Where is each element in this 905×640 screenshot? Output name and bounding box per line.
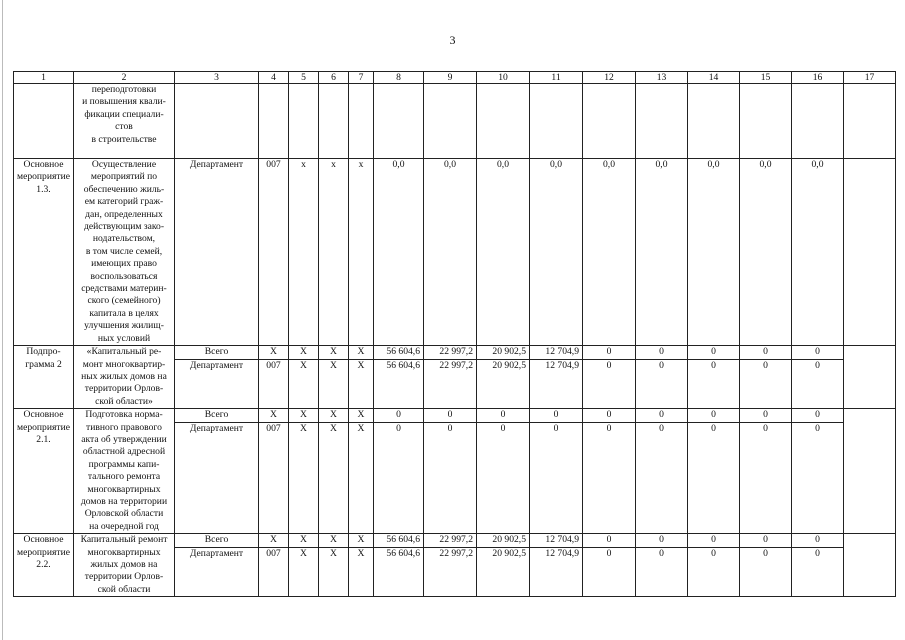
table-cell: X	[349, 346, 374, 360]
table-cell: X	[319, 359, 349, 408]
table-cell: 007	[259, 359, 289, 408]
table-cell: 0	[530, 409, 583, 422]
table-cell: 0	[636, 346, 688, 360]
table-cell: 20 902,5	[477, 547, 530, 596]
table-cell	[844, 84, 896, 159]
header-cell: 10	[477, 72, 530, 84]
table-cell: Департамент	[175, 359, 259, 408]
table-cell: Подготовка норма- тивного правового акта об утверждении областной адресной программы капи- тального ремонта многоквартирных домов на территории Орловской области на очередной год	[74, 409, 175, 534]
header-cell: 6	[319, 72, 349, 84]
table-cell: X	[259, 346, 289, 360]
table-cell: X	[319, 422, 349, 534]
table-cell: X	[319, 409, 349, 422]
header-cell: 1	[14, 72, 74, 84]
table-cell: 0	[424, 422, 477, 534]
table-cell	[477, 84, 530, 159]
table-cell: 007	[259, 422, 289, 534]
table-cell	[175, 84, 259, 159]
header-cell: 16	[792, 72, 844, 84]
table-cell: 0	[583, 422, 636, 534]
table-cell	[289, 84, 319, 159]
table-cell: 0	[688, 346, 740, 360]
table-cell: X	[289, 534, 319, 548]
table-cell: 0,0	[374, 159, 424, 346]
table-cell: 22 997,2	[424, 534, 477, 548]
table-cell: 0,0	[530, 159, 583, 346]
table-cell: 0	[636, 422, 688, 534]
table-cell: 0,0	[740, 159, 792, 346]
table-cell: Капитальный ремонт многоквартирных жилых домов на территории Орлов- ской области	[74, 534, 175, 597]
header-row	[14, 72, 896, 84]
table-cell: Департамент	[175, 159, 259, 346]
table-cell: 0,0	[477, 159, 530, 346]
table-cell: X	[289, 409, 319, 422]
table-cell: 0	[740, 422, 792, 534]
table-cell	[374, 84, 424, 159]
table-cell: Департамент	[175, 547, 259, 596]
table-cell: 0	[688, 547, 740, 596]
table-cell: 0,0	[636, 159, 688, 346]
table-cell: 0	[740, 359, 792, 408]
table-cell: 0	[583, 547, 636, 596]
table-cell: x	[349, 159, 374, 346]
table-cell: 20 902,5	[477, 359, 530, 408]
table-cell: X	[349, 547, 374, 596]
header-cell: 7	[349, 72, 374, 84]
table-cell: «Капитальный ре- монт многоквартир- ных жилых домов на территории Орлов- ской области»	[74, 346, 175, 409]
header-cell: 11	[530, 72, 583, 84]
table-cell: 22 997,2	[424, 359, 477, 408]
table-cell: 007	[259, 159, 289, 346]
table-cell	[349, 84, 374, 159]
header-cell: 2	[74, 72, 175, 84]
table-cell	[319, 84, 349, 159]
table-cell: x	[289, 159, 319, 346]
table-cell: x	[319, 159, 349, 346]
table-cell: 0	[792, 422, 844, 534]
table-cell: 0	[477, 422, 530, 534]
header-cell: 3	[175, 72, 259, 84]
table-cell: 0	[530, 422, 583, 534]
table-cell	[636, 84, 688, 159]
table-cell: 0	[688, 422, 740, 534]
header-cell: 13	[636, 72, 688, 84]
table-cell: 20 902,5	[477, 534, 530, 548]
table-cell: X	[349, 534, 374, 548]
table-cell: 20 902,5	[477, 346, 530, 360]
table-cell: 0,0	[792, 159, 844, 346]
table-cell	[424, 84, 477, 159]
table-cell: 0	[740, 534, 792, 548]
table-cell: 56 604,6	[374, 346, 424, 360]
table-cell: X	[319, 346, 349, 360]
table-cell: 0	[636, 409, 688, 422]
table-cell	[740, 84, 792, 159]
table-cell: 0	[374, 409, 424, 422]
table-row	[14, 346, 896, 360]
header-cell: 12	[583, 72, 636, 84]
table-cell: Всего	[175, 409, 259, 422]
table-cell: 0	[636, 547, 688, 596]
table-cell: 0	[688, 359, 740, 408]
header-cell: 14	[688, 72, 740, 84]
table-cell: Осуществление мероприятий по обеспечению жиль- ем категорий граж- дан, определенных действующим зако- нодательством, в том числе семей, имеющих право воспользоваться средствами материн- ского (семейного) капитала в целях улучшения жилищ- ных условий	[74, 159, 175, 346]
table-cell: 0	[583, 534, 636, 548]
header-cell: 5	[289, 72, 319, 84]
table-cell: 56 604,6	[374, 359, 424, 408]
table-cell	[583, 84, 636, 159]
table-cell: Основное мероприятие 2.2.	[14, 534, 74, 597]
table-cell: 12 704,9	[530, 547, 583, 596]
table-cell	[14, 84, 74, 159]
table-cell: 0	[688, 534, 740, 548]
table-cell: 0,0	[688, 159, 740, 346]
table-cell: 12 704,9	[530, 534, 583, 548]
table-cell	[688, 84, 740, 159]
table-cell: 0	[583, 359, 636, 408]
header-cell: 8	[374, 72, 424, 84]
table-cell: 0,0	[424, 159, 477, 346]
table-cell: переподготовки и повышения квали- фикации специали- стов в строительстве	[74, 84, 175, 159]
table-cell: 12 704,9	[530, 359, 583, 408]
table-cell	[259, 84, 289, 159]
table-cell: X	[349, 409, 374, 422]
budget-table	[13, 71, 896, 597]
table-cell: 0	[792, 547, 844, 596]
table-cell: Основное мероприятие 2.1.	[14, 409, 74, 534]
table-cell: Всего	[175, 534, 259, 548]
table-cell	[844, 534, 896, 597]
header-cell: 4	[259, 72, 289, 84]
table-cell	[844, 159, 896, 346]
table-cell: Основное мероприятие 1.3.	[14, 159, 74, 346]
table-cell: 0	[740, 409, 792, 422]
table-cell: 56 604,6	[374, 547, 424, 596]
table-cell: X	[289, 422, 319, 534]
table-cell	[530, 84, 583, 159]
table-cell: 0	[740, 547, 792, 596]
table-cell: X	[289, 359, 319, 408]
table-cell	[844, 409, 896, 534]
table-cell: Подпро- грамма 2	[14, 346, 74, 409]
table-cell: 0	[636, 534, 688, 548]
table-cell: 22 997,2	[424, 346, 477, 360]
table-cell: 12 704,9	[530, 346, 583, 360]
table-cell: 0	[636, 359, 688, 408]
table-cell: 0	[424, 409, 477, 422]
table-cell: X	[289, 346, 319, 360]
table-cell	[792, 84, 844, 159]
table-cell: X	[349, 422, 374, 534]
table-cell: 0	[792, 409, 844, 422]
table-cell: X	[259, 409, 289, 422]
table-cell: 0,0	[583, 159, 636, 346]
table-cell: 56 604,6	[374, 534, 424, 548]
page-edge-line	[2, 0, 3, 640]
table-cell: 0	[583, 409, 636, 422]
table-cell: X	[259, 534, 289, 548]
table-row	[14, 84, 896, 159]
table-cell: 0	[583, 346, 636, 360]
page-number: 3	[449, 33, 456, 47]
table-cell: 0	[374, 422, 424, 534]
table-cell: 0	[792, 534, 844, 548]
table-cell: X	[319, 547, 349, 596]
header-cell: 9	[424, 72, 477, 84]
table-cell	[844, 346, 896, 409]
header-cell: 15	[740, 72, 792, 84]
table-cell: 22 997,2	[424, 547, 477, 596]
table-cell: Департамент	[175, 422, 259, 534]
table-cell: 0	[792, 359, 844, 408]
header-cell: 17	[844, 72, 896, 84]
table-cell: Всего	[175, 346, 259, 360]
table-cell: 007	[259, 547, 289, 596]
table-cell: 0	[477, 409, 530, 422]
table-row	[14, 159, 896, 346]
table-cell: 0	[740, 346, 792, 360]
table-cell: X	[289, 547, 319, 596]
table-cell: 0	[792, 346, 844, 360]
table-row	[14, 409, 896, 422]
table-cell: X	[319, 534, 349, 548]
table-cell: X	[349, 359, 374, 408]
table-cell: 0	[688, 409, 740, 422]
table-row	[14, 534, 896, 548]
